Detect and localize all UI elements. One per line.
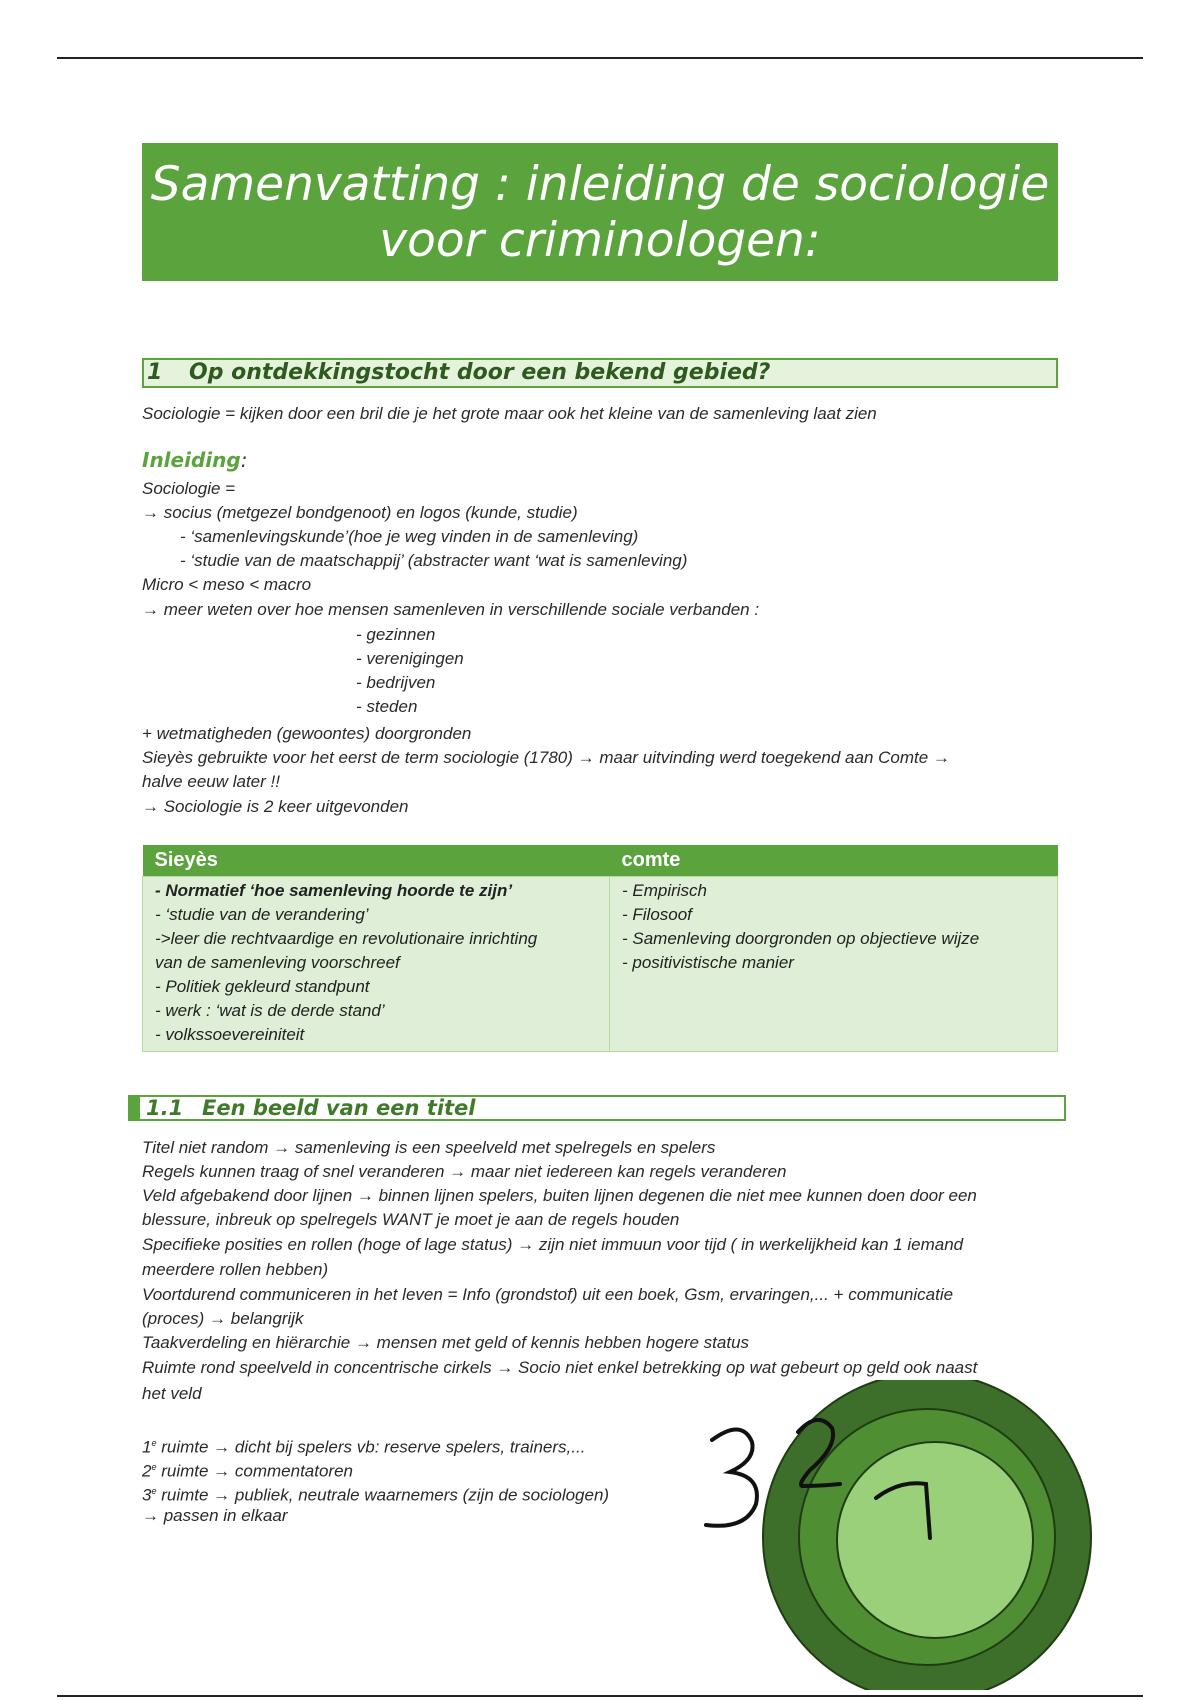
closing-line: → passen in elkaar: [142, 1506, 288, 1525]
body-line: Veld afgebakend door lijnen → binnen lijnen spelers, buiten lijnen degenen die niet mee kunnen doen door een: [142, 1186, 977, 1205]
cell-line: - volkssoevereiniteit: [155, 1025, 305, 1044]
inleiding-line: → meer weten over hoe mensen samenleven in verschillende sociale verbanden :: [142, 600, 760, 619]
cell-line: - werk : ‘wat is de derde stand’: [155, 1001, 385, 1020]
cell-line: - Normatief ‘hoe samenleving hoorde te zijn’: [155, 881, 513, 900]
body-line: het veld: [142, 1384, 202, 1403]
body-line: Taakverdeling en hiërarchie → mensen met geld of kennis hebben hogere status: [142, 1333, 750, 1352]
body-line: blessure, inbreuk op spelregels WANT je moet je aan de regels houden: [142, 1210, 680, 1229]
table-header-row: [143, 845, 1058, 877]
intro-line: Sociologie = kijken door een bril die je het grote maar ook het kleine van de samenleving laat zien: [142, 404, 877, 423]
inleiding-line: - ‘samenlevingskunde’(hoe je weg vinden in de samenleving): [180, 527, 639, 546]
verband-item: - gezinnen: [356, 625, 436, 644]
body-line: → Sociologie is 2 keer uitgevonden: [142, 797, 409, 816]
body-line: halve eeuw later !!: [142, 772, 280, 791]
title-banner: [142, 143, 1058, 281]
verband-item: - verenigingen: [356, 649, 464, 668]
comte-cell: [610, 877, 1058, 1052]
inner-circle: [837, 1442, 1033, 1638]
column-header-sieyes: Sieyès: [143, 845, 610, 877]
sieyes-cell: [143, 877, 610, 1052]
section-1-heading: [142, 358, 1058, 388]
handwritten-number-3: [706, 1429, 757, 1525]
body-line: Ruimte rond speelveld in concentrische cirkels → Socio niet enkel betrekking op wat gebeurt op geld ook naast: [142, 1358, 978, 1377]
section-1-1-heading: [128, 1095, 1066, 1121]
verband-item: - steden: [356, 697, 418, 716]
body-line: Sieyès gebruikte voor het eerst de term sociologie (1780) → maar uitvinding werd toegekend aan Comte →: [142, 748, 950, 767]
inleiding-line: Sociologie =: [142, 479, 236, 498]
section-number: 1: [147, 360, 163, 385]
section-title: Op ontdekkingstocht door een bekend gebied?: [189, 360, 771, 385]
body-line: Specifieke posities en rollen (hoge of lage status) → zijn niet immuun voor tijd ( in werkelijkheid kan 1 iemand: [142, 1235, 964, 1254]
concentric-circles-diagram: [690, 1380, 1110, 1690]
cell-line: - Empirisch: [622, 881, 708, 900]
body-line: (proces) → belangrijk: [142, 1309, 304, 1328]
top-rule: [57, 57, 1143, 59]
bottom-rule: [57, 1695, 1143, 1697]
cell-line: - positivistische manier: [622, 953, 794, 972]
body-line: + wetmatigheden (gewoontes) doorgronden: [142, 724, 472, 743]
inleiding-line: Micro < meso < macro: [142, 575, 312, 594]
comparison-table: [142, 845, 1058, 1052]
inleiding-line: → socius (metgezel bondgenoot) en logos (kunde, studie): [142, 503, 578, 522]
cell-line: ->leer die rechtvaardige en revolutionaire inrichting: [155, 929, 538, 948]
body-line: Titel niet random → samenleving is een speelveld met spelregels en spelers: [142, 1138, 716, 1157]
ruimte-line: 1e ruimte → dicht bij spelers vb: reserve spelers, trainers,...: [142, 1437, 586, 1457]
inleiding-label: Inleiding: [142, 448, 241, 472]
inleiding-line: - ‘studie van de maatschappij’ (abstracter want ‘wat is samenleving): [180, 551, 688, 570]
inleiding-heading: Inleiding:: [142, 448, 248, 472]
cell-line: - ‘studie van de verandering’: [155, 905, 369, 924]
cell-line: - Politiek gekleurd standpunt: [155, 977, 370, 996]
column-header-comte: comte: [610, 845, 1058, 877]
verband-item: - bedrijven: [356, 673, 436, 692]
cell-line: - Filosoof: [622, 905, 692, 924]
body-line: meerdere rollen hebben): [142, 1260, 329, 1279]
cell-line: van de samenleving voorschreef: [155, 953, 400, 972]
section-number: 1.1: [146, 1096, 184, 1120]
cell-line: - Samenleving doorgronden op objectieve wijze: [622, 929, 980, 948]
body-line: Voortdurend communiceren in het leven = Info (grondstof) uit een boek, Gsm, ervaringen,... + communicatie: [142, 1285, 954, 1304]
page-title: Samenvatting : inleiding de sociologie voor criminologen:: [150, 157, 1050, 268]
ruimte-line: 2e ruimte → commentatoren: [142, 1461, 353, 1481]
body-line: Regels kunnen traag of snel veranderen → maar niet iedereen kan regels veranderen: [142, 1162, 787, 1181]
ruimte-line: 3e ruimte → publiek, neutrale waarnemers (zijn de sociologen): [142, 1485, 610, 1505]
section-title: Een beeld van een titel: [202, 1096, 476, 1120]
table-row: [143, 877, 1058, 1052]
